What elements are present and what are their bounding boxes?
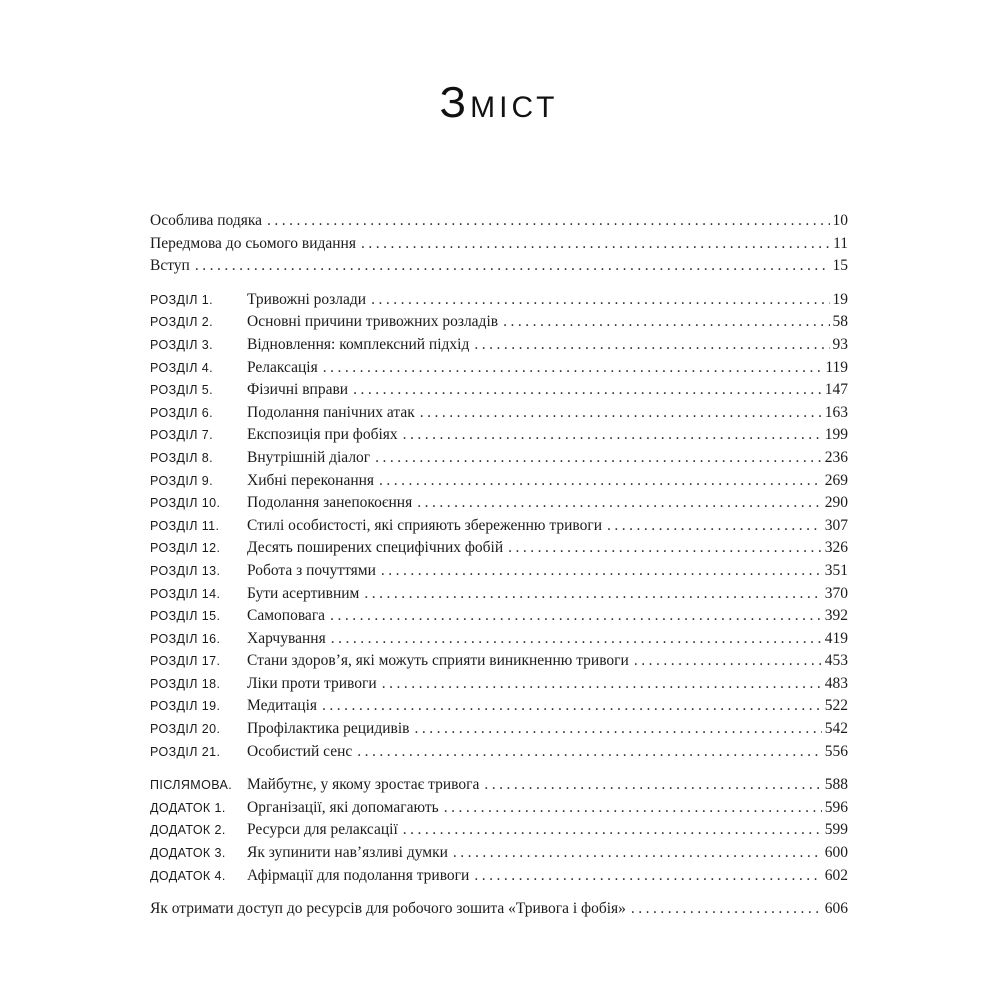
toc-entry-label: РОЗДІЛ 16. [150,631,221,646]
toc-entry-page: 556 [824,742,848,760]
dot-leader [631,898,822,921]
toc-entry-page: 19 [832,290,848,308]
toc-entry-label: РОЗДІЛ 21. [150,744,221,759]
toc-entry-title: Основні причини тривожних розладів [247,313,499,331]
dot-leader [414,718,821,741]
toc-entry-page: 163 [824,403,848,421]
toc-entry [150,210,848,233]
toc-entry-label: РОЗДІЛ 9. [150,473,213,488]
toc-entry-page: 606 [824,900,848,918]
toc-entry-label: РОЗДІЛ 1. [150,292,213,307]
toc-entry-page: 522 [824,697,848,715]
dot-leader [371,289,829,312]
toc-entry-page: 596 [824,798,848,816]
dot-leader [382,673,822,696]
dot-leader [353,379,822,402]
toc-entry-page: 602 [824,866,848,884]
toc-entry-title: Робота з почуттями [247,561,376,579]
toc-entry-page: 370 [824,584,848,602]
toc-entry-label: РОЗДІЛ 18. [150,676,221,691]
toc-entry [150,819,848,842]
toc-entry-title: Самоповага [247,607,326,625]
toc-entry-label: РОЗДІЛ 5. [150,383,213,398]
toc-entry-label: РОЗДІЛ 8. [150,450,213,465]
toc-entry-page: 15 [832,257,848,275]
toc-entry-label: РОЗДІЛ 13. [150,563,221,578]
dot-leader [503,311,829,334]
toc-entry-label: РОЗДІЛ 10. [150,496,221,511]
toc-entry-label: ПІСЛЯМОВА. [150,778,233,793]
toc-entry-label: РОЗДІЛ 6. [150,405,213,420]
toc-entry-page: 392 [824,607,848,625]
toc-entry-title: Вступ [150,257,190,275]
toc-entry-label: РОЗДІЛ 15. [150,609,221,624]
toc-entry-title: Медитація [247,697,318,715]
toc-entry-page: 453 [824,652,848,670]
toc-entry [150,334,848,357]
toc-entry [150,357,848,380]
toc-entry [150,583,848,606]
dot-leader [420,402,822,425]
dot-leader [375,447,822,470]
dot-leader [323,357,823,380]
toc-entry-page: 119 [825,358,848,376]
toc-entry-title: Як отримати доступ до ресурсів для робочого зошита «Тривога і фобія» [150,900,626,918]
toc-entry-label: ДОДАТОК 1. [150,800,226,815]
toc-entry-page: 10 [832,212,848,229]
toc-entry-title: Десять поширених специфічних фобій [247,539,504,557]
toc-entry-title: Афірмації для подолання тривоги [247,866,470,884]
toc-entry-page: 600 [824,844,848,862]
toc-entry-title: Бути асертивним [247,584,360,602]
toc-entry [150,311,848,334]
toc-entry [150,842,848,865]
toc-entry [150,379,848,402]
dot-leader [484,774,821,797]
dot-leader [357,741,822,764]
dot-leader [379,470,822,493]
toc-entry-title: Стани здоров’я, які можуть сприяти виникненню тривоги [247,652,629,670]
dot-leader [381,560,822,583]
toc-entry-label: РОЗДІЛ 17. [150,654,221,669]
toc-entry-label: ДОДАТОК 4. [150,868,226,883]
toc-entry-title: Ресурси для релаксації [247,821,398,839]
toc-entry-title: Фізичні вправи [247,381,349,399]
toc-entry-label: РОЗДІЛ 14. [150,586,221,601]
toc-entry-page: 326 [824,539,848,557]
toc-entry-label: РОЗДІЛ 7. [150,428,213,443]
toc-entry-title: Особистий сенс [247,742,353,760]
toc-entry-page: 588 [824,776,848,794]
toc-entry [150,797,848,820]
toc-entry-page: 290 [824,494,848,512]
toc-entry-title: Релаксація [247,358,318,376]
toc-entry-page: 419 [824,629,848,647]
toc-entry-page: 236 [824,448,848,466]
toc-entry-label: РОЗДІЛ 3. [150,337,213,352]
toc-entry-title: Подолання панічних атак [247,403,415,421]
toc-entry [150,673,848,696]
toc-group-front-matter [150,210,848,278]
toc-entry-title: Профілактика рецидивів [247,720,410,738]
toc-entry [150,718,848,741]
dot-leader [508,537,822,560]
toc-entry [150,424,848,447]
toc-entry-label: РОЗДІЛ 19. [150,699,221,714]
toc-entry [150,537,848,560]
toc-entry-page: 147 [824,381,848,399]
toc-entry [150,470,848,493]
toc-entry [150,695,848,718]
dot-leader [634,650,822,673]
toc-entry-label: ДОДАТОК 2. [150,823,226,838]
toc-entry [150,255,848,278]
toc-entry [150,605,848,628]
dot-leader [403,819,822,842]
toc-group-back-matter [150,774,848,887]
toc-entry-label: РОЗДІЛ 4. [150,360,213,375]
toc-entry [150,402,848,425]
toc-entry-title: Відновлення: комплексний підхід [247,335,470,353]
toc-entry-title: Організації, які допомагають [247,798,439,816]
toc-entry [150,865,848,888]
toc-entry [150,289,848,312]
toc-entry-title: Внутрішній діалог [247,448,371,466]
toc-entry-title: Особлива подяка [150,212,263,229]
dot-leader [364,583,821,606]
toc-entry [150,492,848,515]
toc-entry-page: 351 [824,561,848,579]
toc-entry-label: РОЗДІЛ 20. [150,722,221,737]
toc-entry [150,628,848,651]
toc-entry-title: Ліки проти тривоги [247,674,377,692]
toc-entry-page: 93 [832,335,848,353]
dot-leader [322,695,822,718]
toc-entry [150,233,848,256]
toc-entry-title: Харчування [247,629,326,647]
toc-entry [150,650,848,673]
toc-entry-page: 599 [824,821,848,839]
dot-leader [474,334,829,357]
toc [150,210,848,921]
toc-entry [150,560,848,583]
toc-entry-title: Тривожні розлади [247,290,367,308]
toc-entry-title: Майбутнє, у якому зростає тривога [247,776,480,794]
dot-leader [403,424,822,447]
dot-leader [444,797,822,820]
toc-entry-label: РОЗДІЛ 12. [150,541,221,556]
dot-leader [417,492,822,515]
toc-entry [150,515,848,538]
dot-leader [453,842,822,865]
toc-entry-page: 199 [824,426,848,444]
toc-entry-title: Хибні переконання [247,471,375,489]
toc-entry-label: РОЗДІЛ 2. [150,315,213,330]
dot-leader [331,628,822,651]
toc-entry-label: РОЗДІЛ 11. [150,518,220,533]
toc-entry-page: 269 [824,471,848,489]
toc-entry-title: Стилі особистості, які сприяють збереженню тривоги [247,516,603,534]
dot-leader [267,210,829,233]
toc-entry-page: 542 [824,720,848,738]
page-title: ЗМІСТ [439,78,559,127]
toc-entry [150,741,848,764]
toc-entry-page: 307 [824,516,848,534]
toc-entry-title: Передмова до сьомого видання [150,234,356,252]
dot-leader [195,255,830,278]
toc-entry-title: Як зупинити нав’язливі думки [247,844,448,862]
toc-entry-page: 58 [832,313,848,331]
toc-entry [150,447,848,470]
toc-entry-label: ДОДАТОК 3. [150,846,226,861]
dot-leader [330,605,822,628]
toc-entry [150,774,848,797]
dot-leader [607,515,822,538]
toc-entry [150,898,848,921]
toc-group-access-note [150,898,848,921]
toc-entry-page: 483 [824,674,848,692]
dot-leader [474,865,821,888]
toc-entry-title: Подолання занепокоєння [247,494,413,512]
toc-group-chapters [150,289,848,763]
toc-entry-title: Експозиція при фобіях [247,426,398,444]
dot-leader [361,233,830,256]
toc-entry-page: 11 [833,234,848,252]
